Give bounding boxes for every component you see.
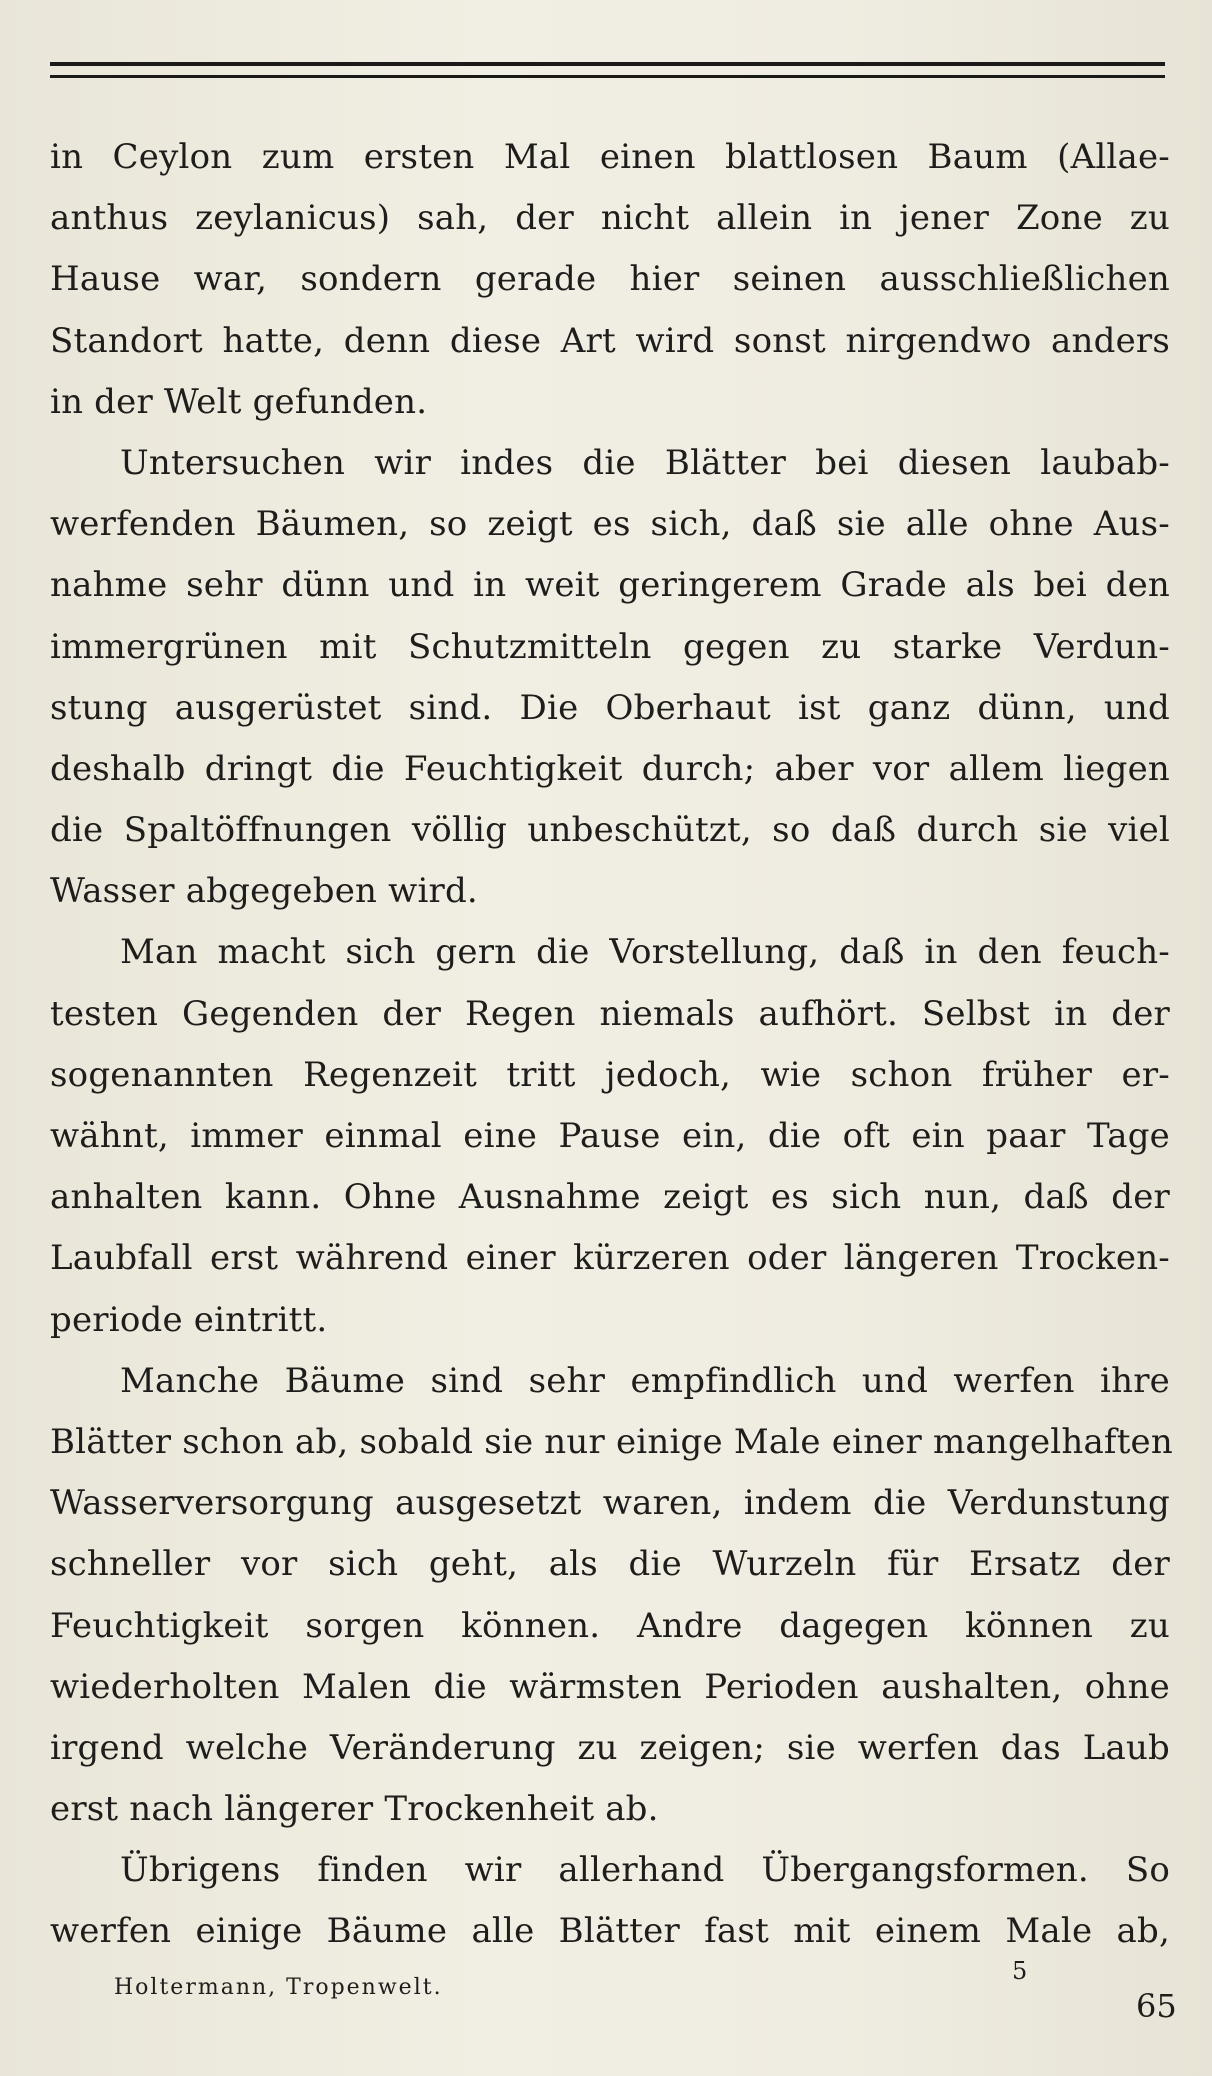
text-line: deshalb dringt die Feuchtigkeit durch; aber vor allem liegen: [50, 748, 1170, 789]
text-line: erst nach längerer Trockenheit ab.: [50, 1789, 659, 1830]
text-line: werfenden Bäumen, so zeigt es sich, daß sie alle ohne Aus-: [50, 504, 1170, 545]
text-line: stung ausgerüstet sind. Die Oberhaut ist ganz dünn, und: [50, 687, 1170, 728]
text-line: testen Gegenden der Regen niemals aufhört. Selbst in der: [50, 993, 1170, 1034]
text-line: immergrünen mit Schutzmitteln gegen zu starke Verdun-: [50, 626, 1170, 667]
text-line: die Spaltöffnungen völlig unbeschützt, so daß durch sie viel: [50, 810, 1170, 851]
text-line: sogenannten Regenzeit tritt jedoch, wie schon früher er-: [50, 1054, 1170, 1095]
text-line: schneller vor sich geht, als die Wurzeln für Ersatz der: [50, 1544, 1170, 1585]
paragraph: [50, 1351, 1173, 1841]
paragraph: [50, 922, 1170, 1350]
text-line: irgend welche Veränderung zu zeigen; sie werfen das Laub: [50, 1727, 1170, 1768]
footer-author-title: Holtermann, Tropenwelt.: [114, 1975, 443, 2000]
header-rule-thin: [50, 75, 1165, 78]
header-rule-thick: [50, 62, 1165, 66]
text-line: Manche Bäume sind sehr empfindlich und werfen ihre: [120, 1360, 1170, 1401]
page-number: 65: [1136, 1987, 1177, 2025]
text-line: in Ceylon zum ersten Mal einen blattlosen Baum (Allae-: [50, 137, 1170, 177]
paragraph: [50, 127, 1170, 433]
text-line: Blätter schon ab, sobald sie nur einige Male einer mangelhaften: [50, 1421, 1173, 1462]
text-line: Hause war, sondern gerade hier seinen ausschließlichen: [50, 259, 1170, 300]
text-line: wähnt, immer einmal eine Pause ein, die oft ein paar Tage: [50, 1116, 1170, 1156]
text-line: in der Welt gefunden.: [50, 381, 428, 422]
text-line: Wasserversorgung ausgesetzt waren, indem die Verdunstung: [50, 1483, 1170, 1524]
text-line: anhalten kann. Ohne Ausnahme zeigt es sich nun, daß der: [50, 1177, 1170, 1218]
body-text: [50, 127, 1173, 1963]
text-line: Untersuchen wir indes die Blätter bei diesen laubab-: [120, 442, 1170, 483]
text-line: Standort hatte, denn diese Art wird sonst nirgendwo anders: [50, 320, 1170, 361]
text-line: Laubfall erst während einer kürzeren oder längeren Trocken-: [50, 1238, 1170, 1279]
text-line: periode eintritt.: [50, 1299, 328, 1340]
paragraph: [50, 433, 1170, 923]
text-line: nahme sehr dünn und in weit geringerem Grade als bei den: [50, 565, 1170, 606]
text-line: Man macht sich gern die Vorstellung, daß in den feuch-: [120, 932, 1170, 973]
text-line: Feuchtigkeit sorgen können. Andre dagegen können zu: [50, 1605, 1170, 1646]
paragraph: [50, 1840, 1170, 1962]
text-line: wiederholten Malen die wärmsten Perioden aushalten, ohne: [50, 1666, 1170, 1707]
signature-mark: 5: [1012, 1957, 1028, 1985]
text-line: Wasser abgegeben wird.: [50, 871, 478, 912]
text-line: anthus zeylanicus) sah, der nicht allein in jener Zone zu: [50, 198, 1170, 239]
text-line: Übrigens finden wir allerhand Übergangsformen. So: [120, 1850, 1170, 1891]
text-line: werfen einige Bäume alle Blätter fast mit einem Male ab,: [50, 1911, 1170, 1952]
